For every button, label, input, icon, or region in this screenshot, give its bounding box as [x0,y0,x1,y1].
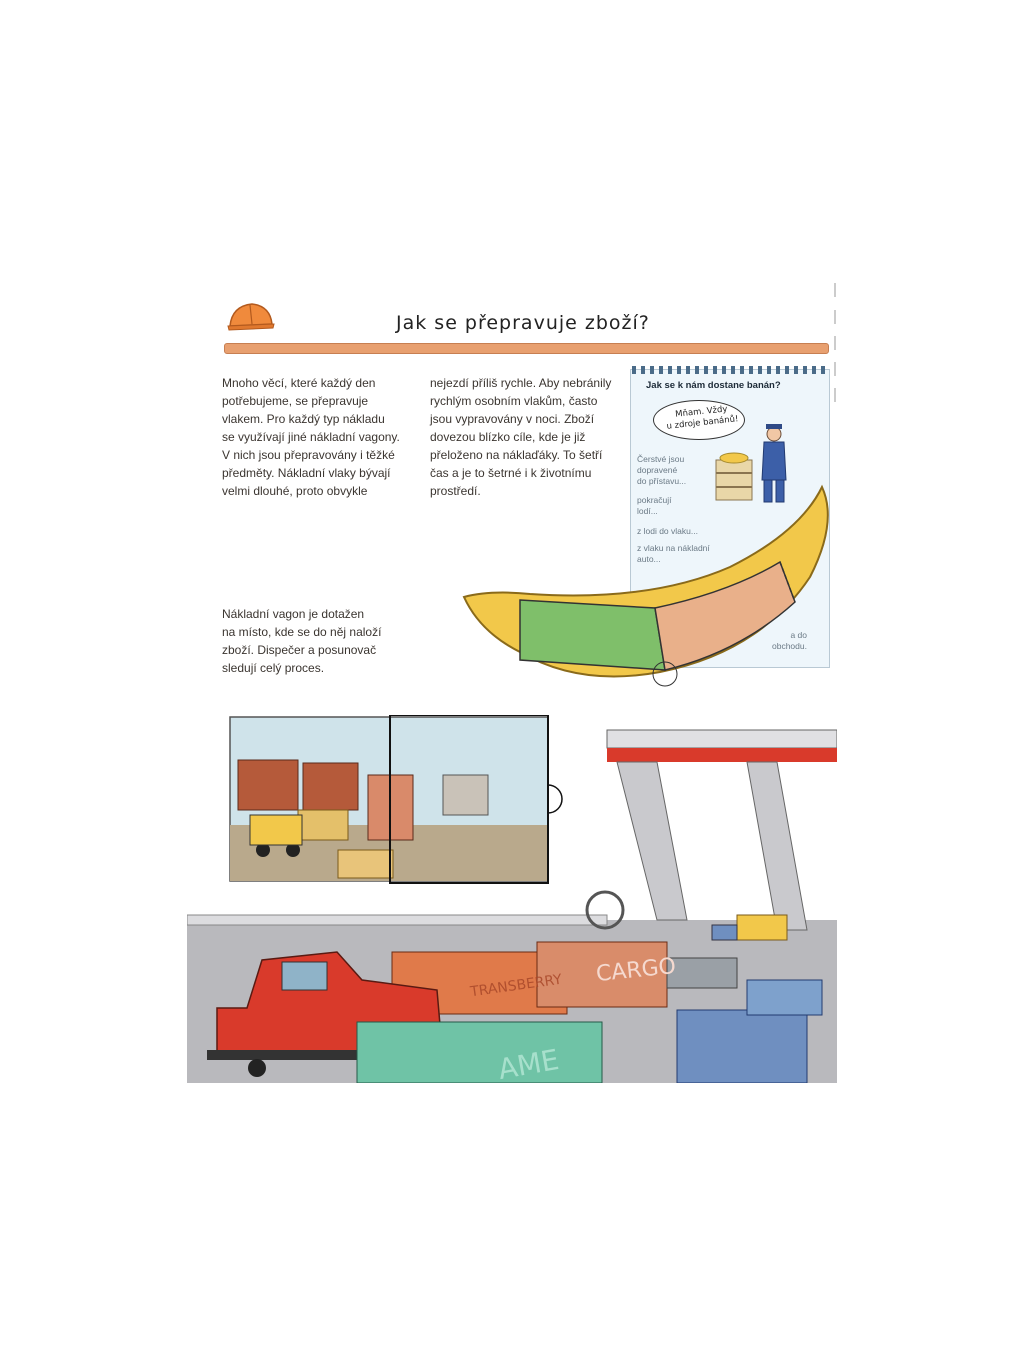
body-text-column-3: Nákladní vagon je dotažen na místo, kde se do něj naloží zboží. Dispečer a posunovač sledují celý proces. [222,607,382,675]
page-edge-mark [834,362,836,376]
page-title: Jak se přepravuje zboží? [396,312,650,334]
title-underline-bar [224,343,829,354]
page-edge-mark [834,310,836,324]
caption-ship: pokračují lodí... [637,495,672,516]
caption-shop: a do obchodu. [772,630,807,651]
notebook-spiral [632,366,827,374]
caption-truck: z vlaku na nákladní auto... [637,543,710,564]
container-label-transberry: TRANSBERRY [469,971,563,1001]
hard-hat-icon [226,298,276,332]
caption-train: z lodi do vlaku... [637,526,698,536]
notebook-title: Jak se k nám dostane banán? [646,380,781,391]
speech-bubble-text: Mňam. Vždy u zdroje banánů! [666,404,739,432]
container-terminal-illustration [187,690,837,1083]
container-label-ame: AME [495,1042,562,1087]
banana-illustration [460,482,838,688]
body-text-column-2: nejezdí příliš rychle. Aby nebránily rychlým osobním vlakům, často jsou vypravovány v noci. Zboží dovezou blízko cíle, kde je již přeloženo na náklaďáky. To šetří čas a je to šetrné i k životnímu prostředí. [430,376,612,498]
page-edge-mark [834,336,836,350]
container-label-cargo: CARGO [594,953,678,988]
caption-harbour: Čerstvé jsou dopravené do přístavu... [637,454,687,486]
body-text-column-1: Mnoho věcí, které každý den potřebujeme, se přepravuje vlakem. Pro každý typ nákladu se využívají jiné nákladní vagony. V nich jsou přepravovány i těžké předměty. Nákladní vlaky bývají velmi dlouhé, proto obvykle [222,376,400,498]
page-edge-mark [834,388,836,402]
page-edge-mark [834,283,836,297]
